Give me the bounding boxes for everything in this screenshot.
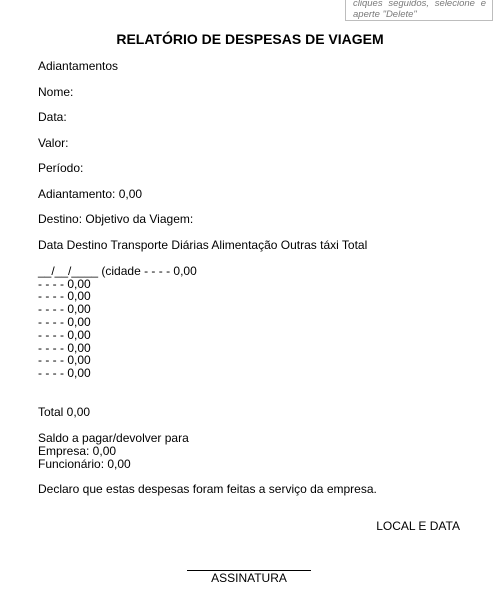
table-row: - - - - 0,00	[38, 328, 91, 342]
field-valor: Valor:	[38, 136, 69, 150]
table-row: - - - - 0,00	[38, 302, 91, 316]
total-line: Total 0,00	[38, 405, 91, 419]
tooltip-box	[345, 0, 493, 21]
signature-label: ASSINATURA	[211, 571, 287, 585]
table-row: - - - - 0,00	[38, 289, 91, 303]
field-adiantamento: Adiantamento: 0,00	[38, 187, 143, 201]
tooltip-text: cliques seguidos, selecione e aperte "Delete"	[353, 0, 486, 20]
table-header: Data Destino Transporte Diárias Alimentação Outras táxi Total	[38, 238, 368, 252]
table-row: __/__/____ (cidade - - - - 0,00	[38, 264, 197, 278]
table-row: - - - - 0,00	[38, 353, 91, 367]
table-row: - - - - 0,00	[38, 341, 91, 355]
field-destino: Destino: Objetivo da Viagem:	[38, 212, 194, 226]
table-row: - - - - 0,00	[38, 315, 91, 329]
local-e-data: LOCAL E DATA	[376, 519, 460, 533]
section-heading-adiantamentos: Adiantamentos	[38, 59, 119, 73]
document-title: RELATÓRIO DE DESPESAS DE VIAGEM	[116, 31, 384, 47]
saldo-empresa: Empresa: 0,00	[38, 444, 117, 458]
field-periodo: Período:	[38, 161, 84, 175]
declaration-text: Declaro que estas despesas foram feitas a serviço da empresa.	[38, 482, 377, 496]
field-data: Data:	[38, 110, 67, 124]
saldo-funcionario: Funcionário: 0,00	[38, 457, 131, 471]
table-row: - - - - 0,00	[38, 277, 91, 291]
table-row: - - - - 0,00	[38, 366, 91, 380]
saldo-heading: Saldo a pagar/devolver para	[38, 431, 189, 445]
field-nome: Nome:	[38, 85, 74, 99]
